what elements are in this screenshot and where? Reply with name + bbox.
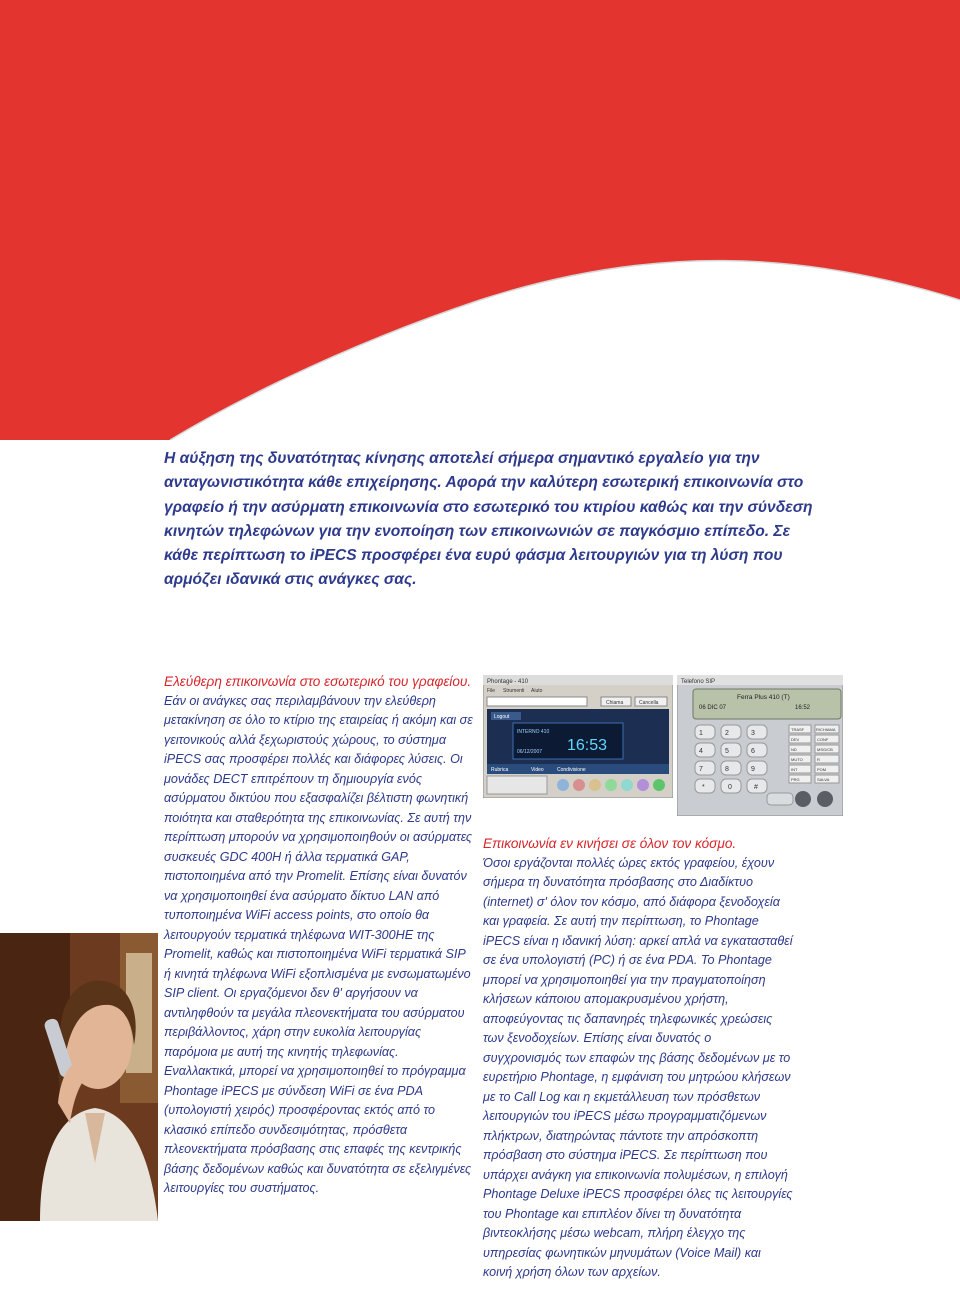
softphone-call-button: Chiama [606, 700, 624, 706]
sip-lcd-time: 16:52 [795, 705, 811, 711]
left-column [164, 672, 474, 1199]
softphone-clear-button: Cancella [639, 700, 659, 706]
right-column-body: Όσοι εργάζονται πολλές ώρες εκτός γραφείου, έχουν σήμερα τη δυνατότητα πρόσβασης στο Διαδίκτυο (internet) σ' όλον τον κόσμο, από διάφορα ξενοδοχεία και γραφεία. Σε αυτή την περίπτωση, το Phontage iPECS είναι η ιδανική λύση: αρκεί απλά να εγκατασταθεί σε ένα υπολογιστή (PC) ή σε ένα PDA. Το Phontage μπορεί να χρησιμοποιηθεί για την πραγματοποίηση κλήσεων κάποιου απομακρυσμένου χρήστη, αποφεύγοντας τις δαπανηρές τηλεφωνικές χρεώσεις των ξενοδοχείων. Επίσης είναι δυνατός ο συγχρονισμός των επαφών της βάσης δεδομένων με το ευρετήριο Phontage, η εμφάνιση του μητρώου κλήσεων με το Call Log και η εκμετάλλευση των πρόσθετων λειτουργιών του iPECS μέσω προγραμματιζόμενων πλήκτρων, διατηρώντας πάντοτε την απρόσκοπτη πρόσβαση στο σύστημα iPECS. Σε περίπτωση που υπάρχει ανάγκη για επικοινωνία πολυμέσων, η επιλογή Phontage Deluxe iPECS προσφέρει όλες τις λειτουργίες του Phontage και επιπλέον δίνει τη δυνατότητα βιντεοκλήσης μέσω webcam, πλήρη έλεγχο της υπηρεσίας φωνητικών μηνυμάτων (Voice Mail) και κοινή χρήση όλων των αρχείων. [483, 855, 793, 1279]
key-3: 3 [751, 730, 755, 737]
softphone-lcd-line: INTERNO 410 [517, 729, 550, 735]
left-column-body: Εάν οι ανάγκες σας περιλαμβάνουν την ελεύθερη μετακίνηση σε όλο το κτίριο της εταιρείας ή ακόμη και σε γειτονικούς αλλά ξεχωριστούς χώρους, το σύστημα iPECS σας προσφέρει πολλές και διάφορες λύσεις. Οι μονάδες DECT επιτρέπουν τη δημιουργία ενός ασύρματου δικτύου που εξασφαλίζει βέλτιστη φωνητική ποιότητα και σταθερότητα της επικοινωνίας. Σε αυτή την περίπτωση μπορούν να χρησιμοποιηθούν οι ασύρματες συσκευές GDC 400H ή άλλα τερματικά GAP, πιστοποιημένα από την Promelit. Επίσης είναι δυνατόν να χρησιμοποιηθεί ένα ασύρματο δίκτυο LAN από τυποποιημένα WiFi access points, στο οποίο θα λειτουργούν τερματικά τηλέφωνα WIT-300HE της Promelit, καθώς και πιστοποιημένα WiFi τερματικά SIP ή κινητά τηλέφωνα WiFi εξοπλισμένα με ενσωματωμένο SIP client. Οι εργαζόμενοι δεν θ' αργήσουν να αντιληφθούν τα μεγάλα πλεονεκτήματα του ασύρματου περιβάλλοντος, χάρη στην ευκολία λειτουργίας παρόμοια με αυτή της κινητής τηλεφωνίας. Εναλλακτικά, μπορεί να χρησιμοποιηθεί το πρόγραμμα Phontage iPECS με σύνδεση WiFi σε ένα PDA (υπολογιστή χειρός) προσφέροντας εκτός από το κλασικό επίπεδο συνδεσιμότητας, πρόσθετα πλεονεκτήματα πρόσβασης στις επαφές της κεντρικής βάσης δεδομένων καθώς και δυνατότητα σε εξελιγμένες λειτουργίες του συστήματος. [164, 693, 473, 1195]
fkey-transfer: TRASF [791, 727, 805, 732]
fkey-pom: POM [817, 767, 827, 772]
fkey-dnd: ND [791, 747, 797, 752]
key-0: 0 [728, 784, 732, 791]
softphone-tab-video: Video [531, 767, 544, 773]
softphone-clock: 16:53 [567, 737, 608, 754]
right-column [483, 834, 793, 1283]
fkey-mute: MUTO [791, 757, 803, 762]
key-8: 8 [725, 766, 729, 773]
sip-lcd-line1: Ferra Plus 410 (T) [737, 694, 790, 701]
fkey-conf: CONF [817, 737, 829, 742]
key-4: 4 [699, 748, 703, 755]
fkey-msg: MSG/CB [817, 747, 833, 752]
fkey-int: INT [791, 767, 798, 772]
softphone-menu-help: Aiuto [531, 688, 543, 694]
fkey-recall: RICHIAMA [816, 727, 836, 732]
softphone-title: Phontage - 410 [487, 679, 529, 685]
key-1: 1 [699, 730, 703, 737]
key-6: 6 [751, 748, 755, 755]
key-5: 5 [725, 748, 729, 755]
intro-paragraph: Η αύξηση της δυνατότητας κίνησης αποτελεί σήμερα σημαντικό εργαλείο για την ανταγωνιστικότητα κάθε επιχείρησης. Αφορά την καλύτερη εσωτερική επικοινωνία στο γραφείο ή την ασύρματη επικοινωνία στο εσωτερικό του κτιρίου καθώς και την σύνδεση κινητών τηλεφώνων για την ενοποίηση των επικοινωνιών σε παγκόσμιο επίπεδο. Σε κάθε περίπτωση το iPECS προσφέρει ένα ευρύ φάσμα λειτουργιών για τη λύση που αρμόζει ιδανικά στις ανάγκες σας. [164, 450, 813, 589]
woman-on-phone-photo [0, 933, 158, 1221]
fkey-prg: PRG [791, 777, 800, 782]
right-column-heading: Επικοινωνία εν κινήσει σε όλον τον κόσμο. [483, 836, 737, 851]
fkey-save: SALVA [817, 777, 830, 782]
softphone-menu-tools: Strumenti [503, 688, 525, 694]
sip-phone-title: Telefono SIP [681, 679, 716, 685]
key-star: * [702, 784, 705, 791]
fkey-forward: DEV [791, 737, 800, 742]
fkey-r: R [817, 757, 820, 762]
softphone-logout: Logout [494, 714, 510, 720]
left-column-heading: Ελεύθερη επικοινωνία στο εσωτερικό του γραφείου. [164, 674, 472, 689]
key-hash: # [754, 784, 758, 791]
key-9: 9 [751, 766, 755, 773]
headset-icon [817, 791, 833, 807]
red-header-banner [0, 0, 960, 440]
softphone-tab-contacts: Rubrica [491, 767, 509, 773]
phontage-softphone-screenshot [483, 675, 673, 798]
key-7: 7 [699, 766, 703, 773]
softphone-tab-share: Condivisione [557, 767, 586, 773]
sip-lcd-date: 06 DIC 07 [699, 705, 727, 711]
softphone-menu-file: File [487, 688, 496, 694]
speaker-icon [795, 791, 811, 807]
sip-phone-screenshot [677, 675, 843, 816]
key-2: 2 [725, 730, 729, 737]
softphone-lcd-date: 06/12/2007 [517, 749, 543, 755]
